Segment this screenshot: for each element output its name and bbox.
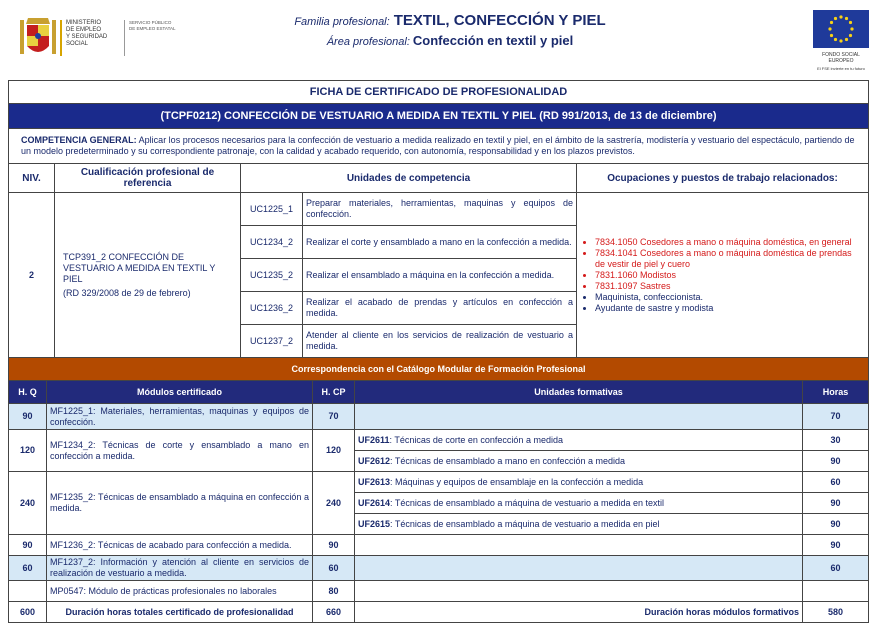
occupation-item: • 7834.1041 Cosedores a mano o máquina doméstica de prendas de vestir de piel y cuero	[595, 248, 864, 270]
unit-desc: Realizar el corte y ensamblado a mano en la confección a medida.	[303, 226, 577, 259]
training-unit-empty	[355, 556, 803, 581]
unit-code: UC1225_1	[241, 193, 303, 226]
col-units: Unidades de competencia	[241, 164, 577, 193]
training-unit	[355, 451, 803, 472]
ministry-logo	[18, 14, 180, 62]
hours-value: 70	[803, 404, 869, 430]
competencia-general	[9, 129, 869, 164]
unit-code: UC1236_2	[241, 292, 303, 325]
uf-text: : Técnicas de ensamblado a máquina de vestuario a medida en textil	[390, 497, 665, 508]
occupations-cell	[577, 193, 869, 358]
service-line-1: SERVICIO PÚBLICO	[129, 20, 172, 25]
hq-empty	[9, 581, 47, 602]
ficha-title: FICHA DE CERTIFICADO DE PROFESIONALIDAD	[9, 81, 869, 104]
uf-code: UF2613	[358, 476, 391, 487]
level-value: 2	[9, 193, 55, 358]
uf-code: UF2615	[358, 518, 391, 529]
module-row-5	[9, 556, 869, 581]
correspondencia-table	[8, 357, 869, 623]
code-title-row	[9, 104, 869, 129]
ministry-name	[60, 20, 124, 56]
hq-value: 90	[9, 404, 47, 430]
title-block	[230, 12, 670, 48]
totals-row	[9, 602, 869, 623]
hcp-value: 240	[313, 472, 355, 535]
occupation-item: • Maquinista, confeccionista.	[595, 292, 864, 303]
hours-value: 90	[803, 535, 869, 556]
ficha-title-row	[9, 81, 869, 104]
col-hq: H. Q	[9, 381, 47, 404]
service-name	[124, 20, 183, 56]
training-unit	[355, 472, 803, 493]
hours-value: 90	[803, 514, 869, 535]
hcp-value: 80	[313, 581, 355, 602]
module-desc: MP0547: Módulo de prácticas profesionales no laborales	[47, 581, 313, 602]
module-row-4	[9, 535, 869, 556]
col-training-units: Unidades formativas	[355, 381, 803, 404]
ficha-table	[8, 80, 869, 358]
hcp-value: 60	[313, 556, 355, 581]
qualification-rd: (RD 329/2008 de 29 de febrero)	[63, 287, 191, 298]
uf-text: : Máquinas y equipos de ensamblaje en la confección a medida	[390, 476, 644, 487]
occupation-item: • 7831.1060 Modistos	[595, 270, 864, 281]
total-hq: 600	[9, 602, 47, 623]
hq-value: 120	[9, 430, 47, 472]
ministry-line-1: MINISTERIO	[66, 20, 102, 26]
area-line	[230, 33, 670, 48]
hcp-value: 90	[313, 535, 355, 556]
qualification-cell	[55, 193, 241, 358]
hours-value: 60	[803, 472, 869, 493]
correspondencia-title-row	[9, 358, 869, 381]
unit-desc: Realizar el ensamblado a máquina en la confección a medida.	[303, 259, 577, 292]
occupation-item: • 7834.1050 Cosedores a mano o máquina doméstica, en general	[595, 237, 864, 248]
training-unit-empty	[355, 535, 803, 556]
competencia-text: Aplicar los procesos necesarios para la confección de vestuario a medida realizado en textil y piel, en el ámbito de la sastrería, modistería y vestuario del espectáculo, partiendo de un modelo predeterminado y su correspondiente patronaje, con la calidad y acabado requerido, con autonomía, responsabilidad y en los plazos previstos.	[21, 135, 855, 156]
training-unit-empty	[355, 404, 803, 430]
unit-desc: Preparar materiales, herramientas, maquinas y equipos de confección.	[303, 193, 577, 226]
col-qualification: Cualificación profesional de referencia	[55, 164, 241, 193]
hours-value: 90	[803, 493, 869, 514]
hours-value: 90	[803, 451, 869, 472]
training-unit	[355, 514, 803, 535]
family-line	[230, 12, 670, 29]
service-line-2: DE EMPLEO ESTATAL	[129, 26, 176, 31]
unit-row-1	[9, 193, 869, 226]
col-hours: Horas	[803, 381, 869, 404]
hcp-value: 120	[313, 430, 355, 472]
module-desc: MF1225_1: Materiales, herramientas, maquinas y equipos de confección.	[47, 404, 313, 430]
hours-value: 30	[803, 430, 869, 451]
occupation-item: • Ayudante de sastre y modista	[595, 303, 864, 314]
module-row-6	[9, 581, 869, 602]
page-header	[0, 0, 880, 72]
occupations-list	[581, 237, 864, 314]
unit-desc: Atender al cliente en los servicios de realización de vestuario a medida.	[303, 325, 577, 358]
col-modules: Módulos certificado	[47, 381, 313, 404]
unit-desc: Realizar el acabado de prendas y artículos en confección a medida.	[303, 292, 577, 325]
training-unit	[355, 493, 803, 514]
col-niv: NIV.	[9, 164, 55, 193]
family-value: TEXTIL, CONFECCIÓN Y PIEL	[393, 12, 606, 29]
correspondencia-header-row	[9, 381, 869, 404]
eu-fund-label: FONDO SOCIAL EUROPEO	[822, 52, 860, 64]
hq-value: 90	[9, 535, 47, 556]
total-hours: 580	[803, 602, 869, 623]
unit-code: UC1237_2	[241, 325, 303, 358]
unit-code: UC1234_2	[241, 226, 303, 259]
module-row-2a	[9, 430, 869, 451]
col-hcp: H. CP	[313, 381, 355, 404]
hours-value: 60	[803, 556, 869, 581]
module-desc: MF1237_2: Información y atención al cliente en servicios de realización de vestuario a medida.	[47, 556, 313, 581]
hours-empty	[803, 581, 869, 602]
qualification-name: TCP391_2 CONFECCIÓN DE VESTUARIO A MEDIDA EN TEXTIL Y PIEL	[63, 251, 216, 284]
module-desc: MF1235_2: Técnicas de ensamblado a máquina en confección a medida.	[47, 472, 313, 535]
uf-code: UF2611	[358, 434, 390, 445]
uf-text: : Técnicas de ensamblado a máquina de vestuario a medida en piel	[390, 518, 660, 529]
ministry-line-2: DE EMPLEO	[66, 27, 102, 33]
area-label: Área profesional:	[326, 36, 410, 48]
module-desc: MF1236_2: Técnicas de acabado para confección a medida.	[47, 535, 313, 556]
eu-fund-slogan: El FSE invierte en tu futuro	[817, 66, 865, 71]
uf-code: UF2612	[358, 455, 391, 466]
family-label: Familia profesional:	[294, 16, 390, 28]
certificate-code-title: (TCPF0212) CONFECCIÓN DE VESTUARIO A MEDIDA EN TEXTIL Y PIEL (RD 991/2013, de 13 de diciembre)	[9, 104, 869, 129]
competencia-label: COMPETENCIA GENERAL:	[21, 135, 137, 145]
eu-logo	[810, 10, 872, 71]
area-value: Confección en textil y piel	[412, 33, 574, 48]
correspondencia-title: Correspondencia con el Catálogo Modular de Formación Profesional	[9, 358, 869, 381]
eu-flag-icon	[813, 10, 869, 48]
unit-code: UC1235_2	[241, 259, 303, 292]
total-label: Duración horas totales certificado de profesionalidad	[47, 602, 313, 623]
ministry-line-3: Y SEGURIDAD SOCIAL	[66, 34, 108, 47]
coat-of-arms-icon	[18, 14, 58, 62]
module-row-1	[9, 404, 869, 430]
module-desc: MF1234_2: Técnicas de corte y ensamblado a mano en confección a medida.	[47, 430, 313, 472]
uf-text: : Técnicas de corte en confección a medida	[389, 434, 563, 445]
total-hcp: 660	[313, 602, 355, 623]
hcp-value: 70	[313, 404, 355, 430]
uf-code: UF2614	[358, 497, 391, 508]
col-occupations: Ocupaciones y puestos de trabajo relacionados:	[577, 164, 869, 193]
hq-value: 60	[9, 556, 47, 581]
hq-value: 240	[9, 472, 47, 535]
training-unit-empty	[355, 581, 803, 602]
competencia-row	[9, 129, 869, 164]
uf-text: : Técnicas de ensamblado a mano en confección a medida	[390, 455, 626, 466]
total-uf-label: Duración horas módulos formativos	[355, 602, 803, 623]
occupation-item: • 7831.1097 Sastres	[595, 281, 864, 292]
training-unit	[355, 430, 803, 451]
ficha-header-row	[9, 164, 869, 193]
module-row-3a	[9, 472, 869, 493]
